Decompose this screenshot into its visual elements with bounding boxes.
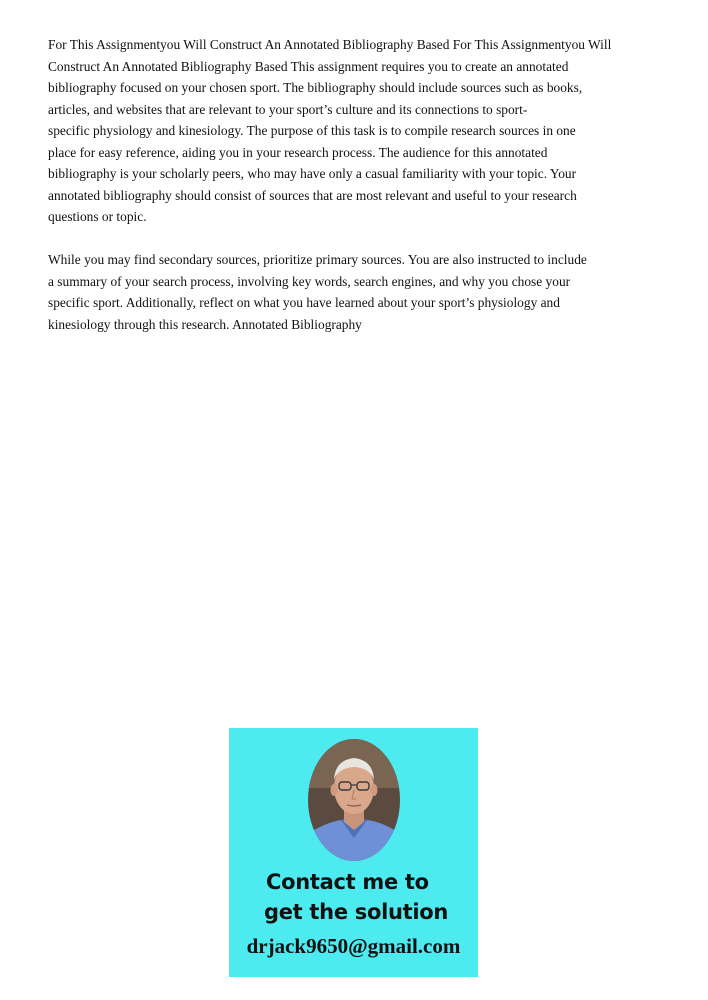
text-line: While you may find secondary sources, prioritize primary sources. You are also instructed to include: [48, 252, 587, 267]
text-line: questions or topic.: [48, 209, 147, 224]
text-line: kinesiology through this research. Annotated Bibliography: [48, 316, 362, 332]
paragraph-2: [48, 249, 660, 335]
paragraph-1: [48, 34, 660, 228]
contact-line-2: get the solution: [264, 900, 449, 924]
text-line: bibliography is your scholarly peers, who may have only a casual familiarity with your topic. Your: [48, 166, 577, 181]
text-line: articles, and websites that are relevant to your sport’s culture and its connections to sport-: [48, 101, 528, 117]
text-line: bibliography focused on your chosen sport. The bibliography should include sources such as books,: [48, 80, 583, 95]
text-line: a summary of your search process, involving key words, search engines, and why you chose your: [48, 273, 571, 289]
text-line: Construct An Annotated Bibliography Based This assignment requires you to create an annotated: [48, 58, 569, 74]
contact-line-1: Contact me to: [266, 870, 429, 894]
text-line: specific sport. Additionally, reflect on what you have learned about your sport’s physiology and: [48, 295, 560, 310]
document-body: [48, 34, 660, 335]
contact-email: drjack9650@gmail.com: [246, 934, 461, 958]
text-line: For This Assignmentyou Will Construct An Annotated Bibliography Based For This Assignmentyou Will: [48, 37, 612, 52]
text-line: place for easy reference, aiding you in your research process. The audience for this annotated: [48, 144, 548, 160]
contact-promo-banner: [229, 728, 478, 977]
text-line: annotated bibliography should consist of sources that are most relevant and useful to your research: [48, 187, 577, 203]
portrait-photo: [307, 738, 401, 862]
text-line: specific physiology and kinesiology. The purpose of this task is to compile research sources in one: [48, 123, 576, 138]
